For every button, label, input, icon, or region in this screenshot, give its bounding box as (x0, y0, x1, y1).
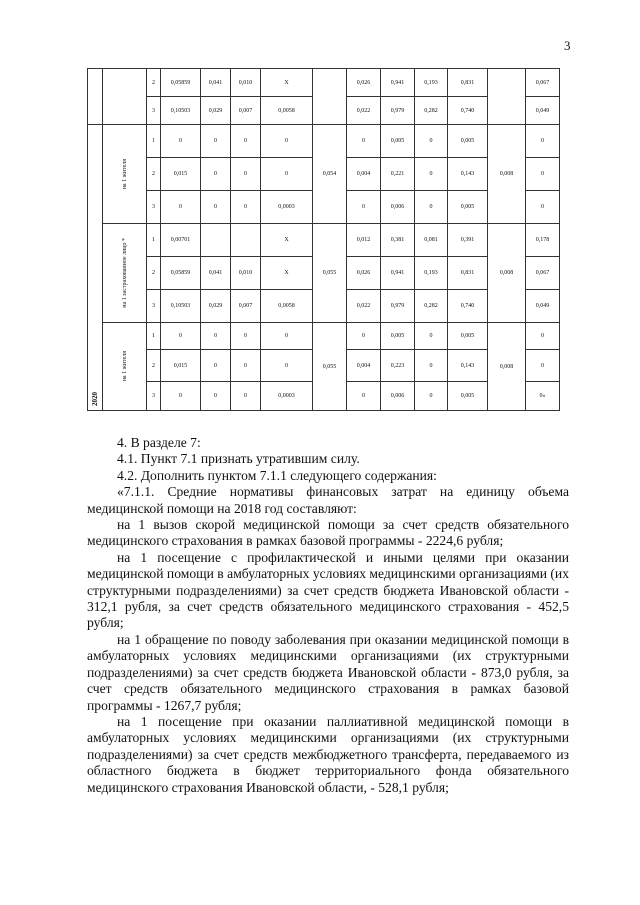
unit-cell (103, 69, 147, 125)
value-cell: 0 (415, 382, 448, 411)
value-cell: 0,740 (448, 290, 488, 323)
paragraph: на 1 посещение с профилактической и иными целями при оказании медицинской помощи в амбулаторных условиях медицинскими организациями (их структурными подразделениями) за счет средств бюджета Ивановской области - 312,1 рубля, за счет средств обязательного медицинского страхования - 452,5 рубля; (87, 549, 569, 631)
paragraph: на 1 вызов скорой медицинской помощи за счет средств обязательного медицинского страхования в рамках базовой программы - 2224,6 рубля; (87, 517, 569, 549)
value-cell: 0 (201, 158, 231, 191)
value-cell: 0,005 (381, 323, 415, 350)
data-table (87, 68, 560, 411)
year-label: 2020 (91, 392, 99, 406)
value-cell: 0 (347, 125, 381, 158)
document-body (87, 435, 569, 796)
value-cell: 0,005 (448, 125, 488, 158)
page-number: 3 (564, 38, 571, 53)
value-cell: 0 (201, 323, 231, 350)
value-cell: 0» (526, 382, 560, 411)
value-cell: 0 (161, 125, 201, 158)
value-cell: 0 (231, 350, 261, 382)
level-cell: 3 (147, 97, 161, 125)
level-cell: 3 (147, 191, 161, 224)
value-cell: X (261, 224, 313, 257)
value-cell: 0 (347, 382, 381, 411)
value-cell: 0,015 (161, 350, 201, 382)
unit-label: на 1 застрахованное лицо * (121, 238, 128, 308)
value-cell: 0 (415, 125, 448, 158)
value-cell: 0,004 (347, 350, 381, 382)
value-cell: 0,178 (526, 224, 560, 257)
value-cell: 0,010 (231, 69, 261, 97)
value-cell: 0 (347, 323, 381, 350)
value-cell: X (261, 69, 313, 97)
value-cell: 0,022 (347, 97, 381, 125)
value-cell: 0 (415, 350, 448, 382)
value-cell: 0 (201, 350, 231, 382)
level-cell: 3 (147, 382, 161, 411)
table-row (88, 125, 560, 158)
value-cell: X (261, 257, 313, 290)
unit-label: на 1 жителя (121, 351, 128, 382)
value-cell: 0,005 (448, 323, 488, 350)
merged-value-cell: 0,008 (488, 125, 526, 224)
value-cell: 0 (526, 158, 560, 191)
value-cell (201, 224, 231, 257)
level-cell: 1 (147, 125, 161, 158)
value-cell: 0,831 (448, 69, 488, 97)
year-cell (88, 69, 103, 125)
value-cell: 0,391 (448, 224, 488, 257)
value-cell: 0,0058 (261, 97, 313, 125)
value-cell: 0 (161, 382, 201, 411)
value-cell: 0,0003 (261, 382, 313, 411)
value-cell: 0,941 (381, 257, 415, 290)
value-cell: 0,010 (231, 257, 261, 290)
value-cell: 0,979 (381, 290, 415, 323)
value-cell: 0,067 (526, 69, 560, 97)
paragraph: «7.1.1. Средние нормативы финансовых затрат на единицу объема медицинской помощи на 2018 год составляют: (87, 484, 569, 516)
unit-cell (103, 323, 147, 411)
value-cell: 0 (161, 191, 201, 224)
value-cell: 0 (526, 191, 560, 224)
value-cell: 0 (526, 350, 560, 382)
table-row (88, 69, 560, 97)
value-cell: 0 (526, 125, 560, 158)
merged-value-cell: 0,055 (313, 323, 347, 411)
value-cell: 0 (261, 350, 313, 382)
value-cell: 0 (415, 191, 448, 224)
value-cell: 0,029 (201, 97, 231, 125)
value-cell: 0,026 (347, 69, 381, 97)
value-cell: 0,10503 (161, 97, 201, 125)
value-cell: 0,10503 (161, 290, 201, 323)
value-cell: 0,022 (347, 290, 381, 323)
unit-cell (103, 224, 147, 323)
unit-label: на 1 жителя (121, 158, 128, 190)
value-cell: 0 (201, 191, 231, 224)
level-cell: 2 (147, 350, 161, 382)
value-cell: 0,006 (381, 382, 415, 411)
value-cell: 0,193 (415, 257, 448, 290)
value-cell: 0 (261, 323, 313, 350)
value-cell: 0 (261, 158, 313, 191)
value-cell: 0,026 (347, 257, 381, 290)
value-cell: 0,041 (201, 69, 231, 97)
value-cell: 0,007 (231, 97, 261, 125)
value-cell: 0,067 (526, 257, 560, 290)
value-cell: 0,0003 (261, 191, 313, 224)
value-cell: 0,004 (347, 158, 381, 191)
value-cell: 0 (415, 158, 448, 191)
value-cell: 0,0058 (261, 290, 313, 323)
value-cell: 0,049 (526, 290, 560, 323)
value-cell: 0 (161, 323, 201, 350)
value-cell (231, 224, 261, 257)
value-cell: 0,005 (381, 125, 415, 158)
value-cell: 0 (231, 382, 261, 411)
paragraph: 4. В разделе 7: (117, 435, 201, 450)
value-cell: 0,012 (347, 224, 381, 257)
merged-value-cell: 0,055 (313, 224, 347, 323)
table-row (88, 323, 560, 350)
value-cell: 0,282 (415, 290, 448, 323)
value-cell: 0 (231, 191, 261, 224)
value-cell: 0,081 (415, 224, 448, 257)
value-cell: 0,05859 (161, 69, 201, 97)
value-cell: 0 (347, 191, 381, 224)
unit-cell (103, 125, 147, 224)
paragraph: на 1 обращение по поводу заболевания при оказании медицинской помощи в амбулаторных условиях медицинскими организациями (их структурными подразделениями) за счет средств бюджета Ивановской области - 873,0 рубля, за счет средств обязательного медицинского страхования в рамках базовой программы - 1267,7 рубля; (87, 631, 569, 713)
value-cell: 0,006 (381, 191, 415, 224)
merged-value-cell (313, 69, 347, 125)
value-cell: 0,223 (381, 350, 415, 382)
value-cell: 0 (201, 125, 231, 158)
merged-value-cell: 0,008 (488, 224, 526, 323)
value-cell: 0,041 (201, 257, 231, 290)
value-cell: 0,979 (381, 97, 415, 125)
level-cell: 2 (147, 158, 161, 191)
value-cell: 0,143 (448, 350, 488, 382)
year-cell (88, 125, 103, 411)
value-cell: 0,005 (448, 191, 488, 224)
value-cell: 0 (201, 382, 231, 411)
value-cell: 0,941 (381, 69, 415, 97)
paragraph: на 1 посещение при оказании паллиативной медицинской помощи в амбулаторных условиях медицинскими организациями (их структурными подразделениями) за счет средств межбюджетного трансферта, передаваемого из областного бюджета в бюджет территориального фонда обязательного медицинского страхования Ивановской области, - 528,1 рубля; (87, 713, 569, 795)
value-cell: 0,143 (448, 158, 488, 191)
level-cell: 1 (147, 224, 161, 257)
value-cell: 0,282 (415, 97, 448, 125)
paragraph: 4.1. Пункт 7.1 признать утратившим силу. (117, 451, 360, 467)
paragraph: 4.2. Дополнить пунктом 7.1.1 следующего содержания: (117, 467, 437, 483)
merged-value-cell (488, 69, 526, 125)
value-cell: 0 (261, 125, 313, 158)
value-cell: 0,831 (448, 257, 488, 290)
table-row (88, 224, 560, 257)
level-cell: 2 (147, 257, 161, 290)
value-cell: 0 (231, 323, 261, 350)
value-cell: 0,007 (231, 290, 261, 323)
value-cell: 0 (231, 158, 261, 191)
value-cell: 0,05859 (161, 257, 201, 290)
value-cell: 0,00701 (161, 224, 201, 257)
value-cell: 0,005 (448, 382, 488, 411)
value-cell: 0,740 (448, 97, 488, 125)
value-cell: 0 (526, 323, 560, 350)
value-cell: 0,049 (526, 97, 560, 125)
value-cell: 0,381 (381, 224, 415, 257)
merged-value-cell: 0,008 (488, 323, 526, 411)
value-cell: 0,029 (201, 290, 231, 323)
level-cell: 3 (147, 290, 161, 323)
value-cell: 0,015 (161, 158, 201, 191)
level-cell: 1 (147, 323, 161, 350)
value-cell: 0 (415, 323, 448, 350)
value-cell: 0,193 (415, 69, 448, 97)
value-cell: 0 (231, 125, 261, 158)
level-cell: 2 (147, 69, 161, 97)
value-cell: 0,221 (381, 158, 415, 191)
merged-value-cell: 0,054 (313, 125, 347, 224)
